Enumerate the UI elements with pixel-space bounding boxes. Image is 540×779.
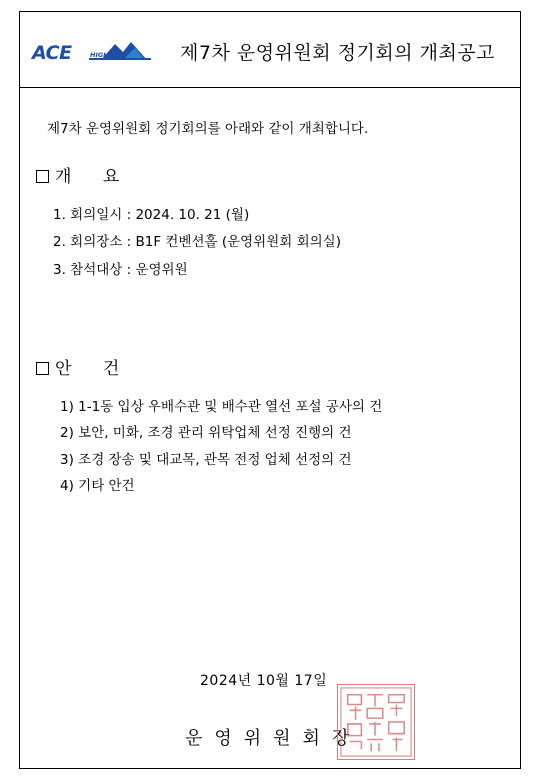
notice-frame: [19, 11, 521, 769]
logo-ace-text: ACE: [32, 42, 72, 64]
agenda-heading-label: 안 건: [55, 359, 133, 379]
document-title: 제7차 운영위원회 정기회의 개최공고: [180, 42, 496, 64]
agenda-item: 1) 1-1동 입상 우배수관 및 배수관 열선 포설 공사의 건: [60, 399, 383, 415]
notice-date: 2024년 10월 17일: [200, 673, 328, 689]
logo-mountain-icon: [87, 38, 159, 64]
logo-subtext: HIGH CITY: [90, 51, 128, 59]
agenda-heading: [36, 354, 132, 379]
notice-header: [20, 12, 520, 88]
checkbox-square-icon: [36, 362, 49, 375]
checkbox-square-icon: [36, 170, 49, 183]
intro-text: 제7차 운영위원회 정기회의를 아래와 같이 개최합니다.: [47, 121, 369, 137]
overview-item: 3. 참석대상 : 운영위원: [53, 262, 188, 278]
overview-heading: [36, 162, 132, 187]
overview-heading-label: 개 요: [55, 167, 133, 187]
overview-item: 2. 회의장소 : B1F 컨벤션홀 (운영위원회 회의실): [53, 234, 341, 250]
agenda-item: 3) 조경 장송 및 대교목, 관목 전정 업체 선정의 건: [60, 452, 352, 468]
agenda-item: 2) 보안, 미화, 조경 관리 위탁업체 선정 진행의 건: [60, 425, 352, 441]
signature-line: 운영위원회장: [185, 728, 362, 749]
ace-high-city-logo: [32, 36, 168, 66]
official-seal-stamp: [337, 684, 415, 760]
overview-item: 1. 회의일시 : 2024. 10. 21 (월): [53, 207, 250, 223]
agenda-item: 4) 기타 안건: [60, 478, 135, 494]
